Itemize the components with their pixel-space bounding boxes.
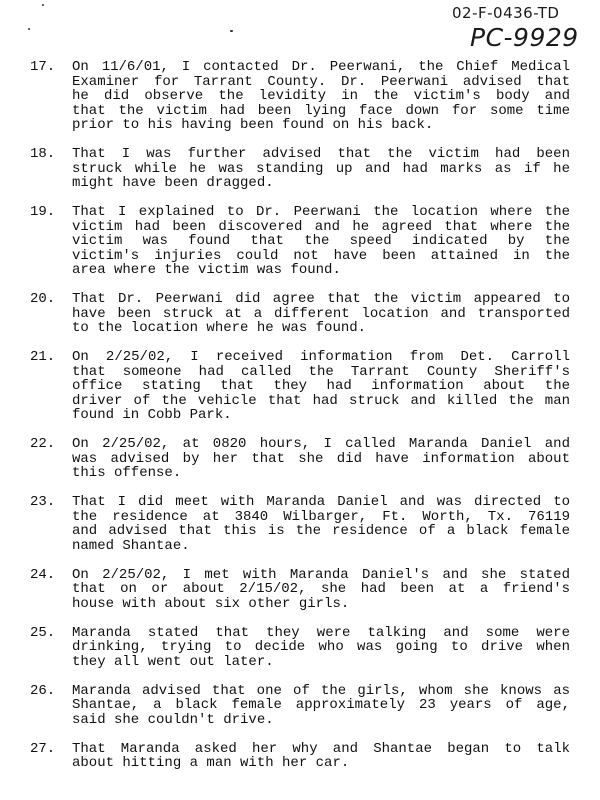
paragraph-line: about hitting a man with her car. [72,755,350,771]
paragraph-body [72,626,570,670]
paragraph-line: house with about six other girls. [72,595,350,612]
numbered-paragraph [30,147,570,191]
paragraph-body [72,60,570,133]
paragraph-line: On 11/6/01, I contacted Dr. Peerwani, the Chief Medical [72,59,570,75]
paragraph-number: 19. [30,204,56,220]
paragraph-body [72,205,570,278]
affidavit-paragraphs [30,60,570,785]
paragraph-line: office stating that they had information about the [72,378,570,394]
paragraph-line: That Dr. Peerwani did agree that the victim appeared to [72,291,570,307]
paragraph-line: That Maranda asked her why and Shantae began to talk [72,740,570,757]
paragraph-line: That I was further advised that the victim had been [72,146,570,162]
paragraph-line: that on or about 2/15/02, she had been at a friend's [72,581,570,597]
paragraph-number: 21. [30,349,56,365]
paragraph-line: driver of the vehicle that had struck and killed the man [72,392,570,409]
scan-speck [28,28,30,30]
paragraph-number: 18. [30,146,56,162]
numbered-paragraph [30,350,570,423]
paragraph-line: struck while he was standing up and had marks as if he [72,160,570,177]
paragraph-body [72,292,570,336]
paragraph-body [72,495,570,553]
paragraph-line: found in Cobb Park. [72,407,232,423]
paragraph-line: the residence at 3840 Wilbarger, Ft. Worth, Tx. 76119 [72,508,570,525]
numbered-paragraph [30,60,570,133]
paragraph-line: prior to his having been found on his back. [72,117,434,133]
paragraph-line: victim was found that the speed indicated by the [72,233,570,249]
numbered-paragraph [30,568,570,612]
paragraph-number: 20. [30,291,56,307]
paragraph-line: Maranda stated that they were talking and some were [72,624,570,641]
paragraph-number: 23. [30,494,56,510]
paragraph-number: 27. [30,740,56,757]
paragraph-line: this offense. [72,465,182,481]
paragraph-number: 25. [30,624,56,641]
paragraph-line: named Shantae. [72,537,190,554]
paragraph-body [72,684,570,728]
paragraph-line: Shantae, a black female approximately 23 years of age, [72,697,570,713]
handwritten-pc-number: PC-9929 [470,23,579,52]
paragraph-line: have been struck at a different location and transported [72,305,570,322]
numbered-paragraph [30,495,570,553]
paragraph-line: was advised by her that she did have information about [72,450,570,467]
paragraph-body [72,437,570,481]
paragraph-line: Maranda advised that one of the girls, whom she knows as [72,682,570,699]
paragraph-line: and advised that this is the residence of a black female [72,523,570,539]
paragraph-line: On 2/25/02, I met with Maranda Daniel's and she stated [72,566,570,583]
paragraph-line: That I did meet with Maranda Daniel and was directed to [72,494,570,510]
numbered-paragraph [30,684,570,728]
paragraph-number: 26. [30,682,56,699]
paragraph-line: victim had been discovered and he agreed that where the [72,218,570,235]
paragraph-line: that someone had called the Tarrant County Sheriff's [72,363,570,380]
paragraph-line: That I explained to Dr. Peerwani the location where the [72,204,570,220]
paragraph-line: Examiner for Tarrant County. Dr. Peerwani advised that [72,73,570,90]
numbered-paragraph [30,626,570,670]
numbered-paragraph [30,742,570,771]
paragraph-line: they all went out later. [72,653,274,670]
paragraph-line: that the victim had been lying face down for some time [72,102,570,119]
numbered-paragraph [30,205,570,278]
paragraph-body [72,350,570,423]
paragraph-number: 17. [30,59,56,75]
scan-speck [42,4,44,6]
paragraph-body [72,742,570,771]
paragraph-line: drinking, trying to decide who was going to drive when [72,639,570,655]
paragraph-line: victim's injuries could not have been attained in the [72,247,570,264]
paragraph-body [72,147,570,191]
numbered-paragraph [30,292,570,336]
paragraph-line: he did observe the levidity in the victim's body and [72,88,570,104]
handwritten-case-number: 02-F-0436-TD [452,4,560,22]
scan-speck [230,30,233,32]
numbered-paragraph [30,437,570,481]
paragraph-number: 22. [30,436,56,452]
paragraph-line: On 2/25/02, at 0820 hours, I called Maranda Daniel and [72,436,570,452]
paragraph-line: said she couldn't drive. [72,711,274,728]
paragraph-line: area where the victim was found. [72,262,341,278]
paragraph-body [72,568,570,612]
paragraph-line: to the location where he was found. [72,320,367,336]
paragraph-number: 24. [30,566,56,583]
paragraph-line: might have been dragged. [72,175,274,191]
paragraph-line: On 2/25/02, I received information from Det. Carroll [72,349,570,365]
